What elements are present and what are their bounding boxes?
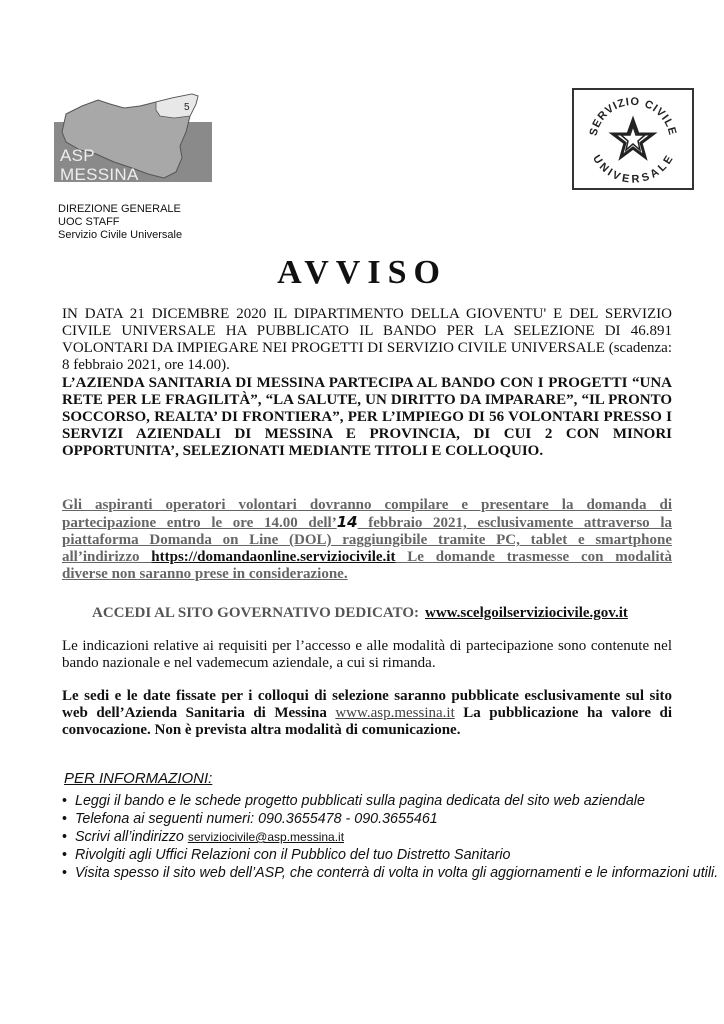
application-text: Le domande trasmesse con modalità diverse non saranno prese in considerazione. xyxy=(62,549,672,582)
projects-paragraph: L’AZIENDA SANITARIA DI MESSINA PARTECIPA AL BANDO CON I PROGETTI “UNA RETE PER LE FRAGILITÀ”, “LA SALUTE, UN DIRITTO DA IMPARARE”, “IL PRONTO SOCCORSO, REALTA’ DI FRONTIERA”, PER L’IMPIEGO DI 56 VOLONTARI PRESSO I SERVIZI AZIENDALI DI MESSINA E PROVINCIA, DI CUI 2 CON MINORI OPPORTUNITA’, SELEZIONATI MEDIANTE TITOLI E COLLOQUIO. xyxy=(62,375,672,459)
department-line: Servizio Civile Universale xyxy=(58,229,183,241)
application-text: febbraio 2021, esclusivamente attraverso la piattaforma Domanda on Line (DOL) raggiungibile tramite PC, tablet e smartphone all’indirizzo xyxy=(62,515,672,565)
list-item-text: Scrivi all’indirizzo xyxy=(75,829,188,845)
list-item xyxy=(62,792,722,810)
department-line: UOC STAFF xyxy=(58,216,120,228)
asp-website-link[interactable]: www.asp.messina.it xyxy=(335,705,455,721)
government-site-label: ACCEDI AL SITO GOVERNATIVO DEDICATO: xyxy=(92,605,419,621)
department-header xyxy=(58,203,182,242)
asp-logo-text xyxy=(60,146,139,184)
svg-text:UNIVERSALE: UNIVERSALE xyxy=(590,153,676,186)
list-item-text: Visita spesso il sito web dell’ASP, che conterrà di volta in volta gli aggiornamenti e le informazioni utili. xyxy=(75,865,719,881)
dol-link[interactable]: https://domandaonline.serviziocivile.it xyxy=(151,549,396,565)
info-list xyxy=(62,792,722,882)
asp-messina-logo xyxy=(52,92,216,192)
government-site-line xyxy=(92,605,628,622)
star-emblem-icon xyxy=(574,90,692,188)
list-item-text: Telefona ai seguenti numeri: 090.3655478 - 090.3655461 xyxy=(75,811,438,827)
requirements-paragraph: Le indicazioni relative ai requisiti per l’accesso e alle modalità di partecipazione sono contenute nel bando nazionale e nel vademecum aziendale, a cui si rimanda. xyxy=(62,638,672,671)
interviews-text: La pubblicazione ha valore di convocazione. Non è prevista altra modalità di comunicazione. xyxy=(62,705,672,738)
handwritten-day: 14 xyxy=(336,513,358,531)
asp-logo-line2: MESSINA xyxy=(60,165,139,184)
list-item xyxy=(62,828,722,846)
list-item-text: Leggi il bando e le schede progetto pubblicati sulla pagina dedicata del sito web aziendale xyxy=(75,793,645,809)
servizio-civile-logo xyxy=(572,88,694,190)
application-paragraph xyxy=(62,497,672,583)
svg-text:SERVIZIO CIVILE: SERVIZIO CIVILE xyxy=(587,95,679,138)
info-heading: PER INFORMAZIONI: xyxy=(64,770,213,787)
government-site-link[interactable]: www.scelgoilserviziocivile.gov.it xyxy=(425,605,628,621)
svg-text:5: 5 xyxy=(184,102,190,113)
asp-logo-line1: ASP xyxy=(60,146,95,165)
list-item xyxy=(62,846,722,864)
department-line: DIREZIONE GENERALE xyxy=(58,203,181,215)
intro-paragraph: IN DATA 21 DICEMBRE 2020 IL DIPARTIMENTO DELLA GIOVENTU' E DEL SERVIZIO CIVILE UNIVERSALE HA PUBBLICATO IL BANDO PER LA SELEZIONE DI 46.891 VOLONTARI DA IMPIEGARE NEI PROGETTI DI SERVIZIO CIVILE UNIVERSALE (scadenza: 8 febbraio 2021, ore 14.00). xyxy=(62,306,672,373)
interviews-text: Le sedi e le date fissate per i colloqui di selezione saranno pubblicate esclusivamente sul sito web dell’Azienda Sanitaria di Messina xyxy=(62,688,672,721)
interviews-paragraph xyxy=(62,688,672,739)
application-text: Gli aspiranti operatori volontari dovranno compilare e presentare la domanda di partecipazione entro le ore 14.00 dell’ xyxy=(62,497,672,531)
list-item xyxy=(62,864,722,882)
email-link[interactable]: serviziocivile@asp.messina.it xyxy=(187,830,345,844)
list-item-text: Rivolgiti agli Uffici Relazioni con il Pubblico del tuo Distretto Sanitario xyxy=(75,847,511,863)
page-title: AVVISO xyxy=(277,254,447,291)
list-item xyxy=(62,810,722,828)
